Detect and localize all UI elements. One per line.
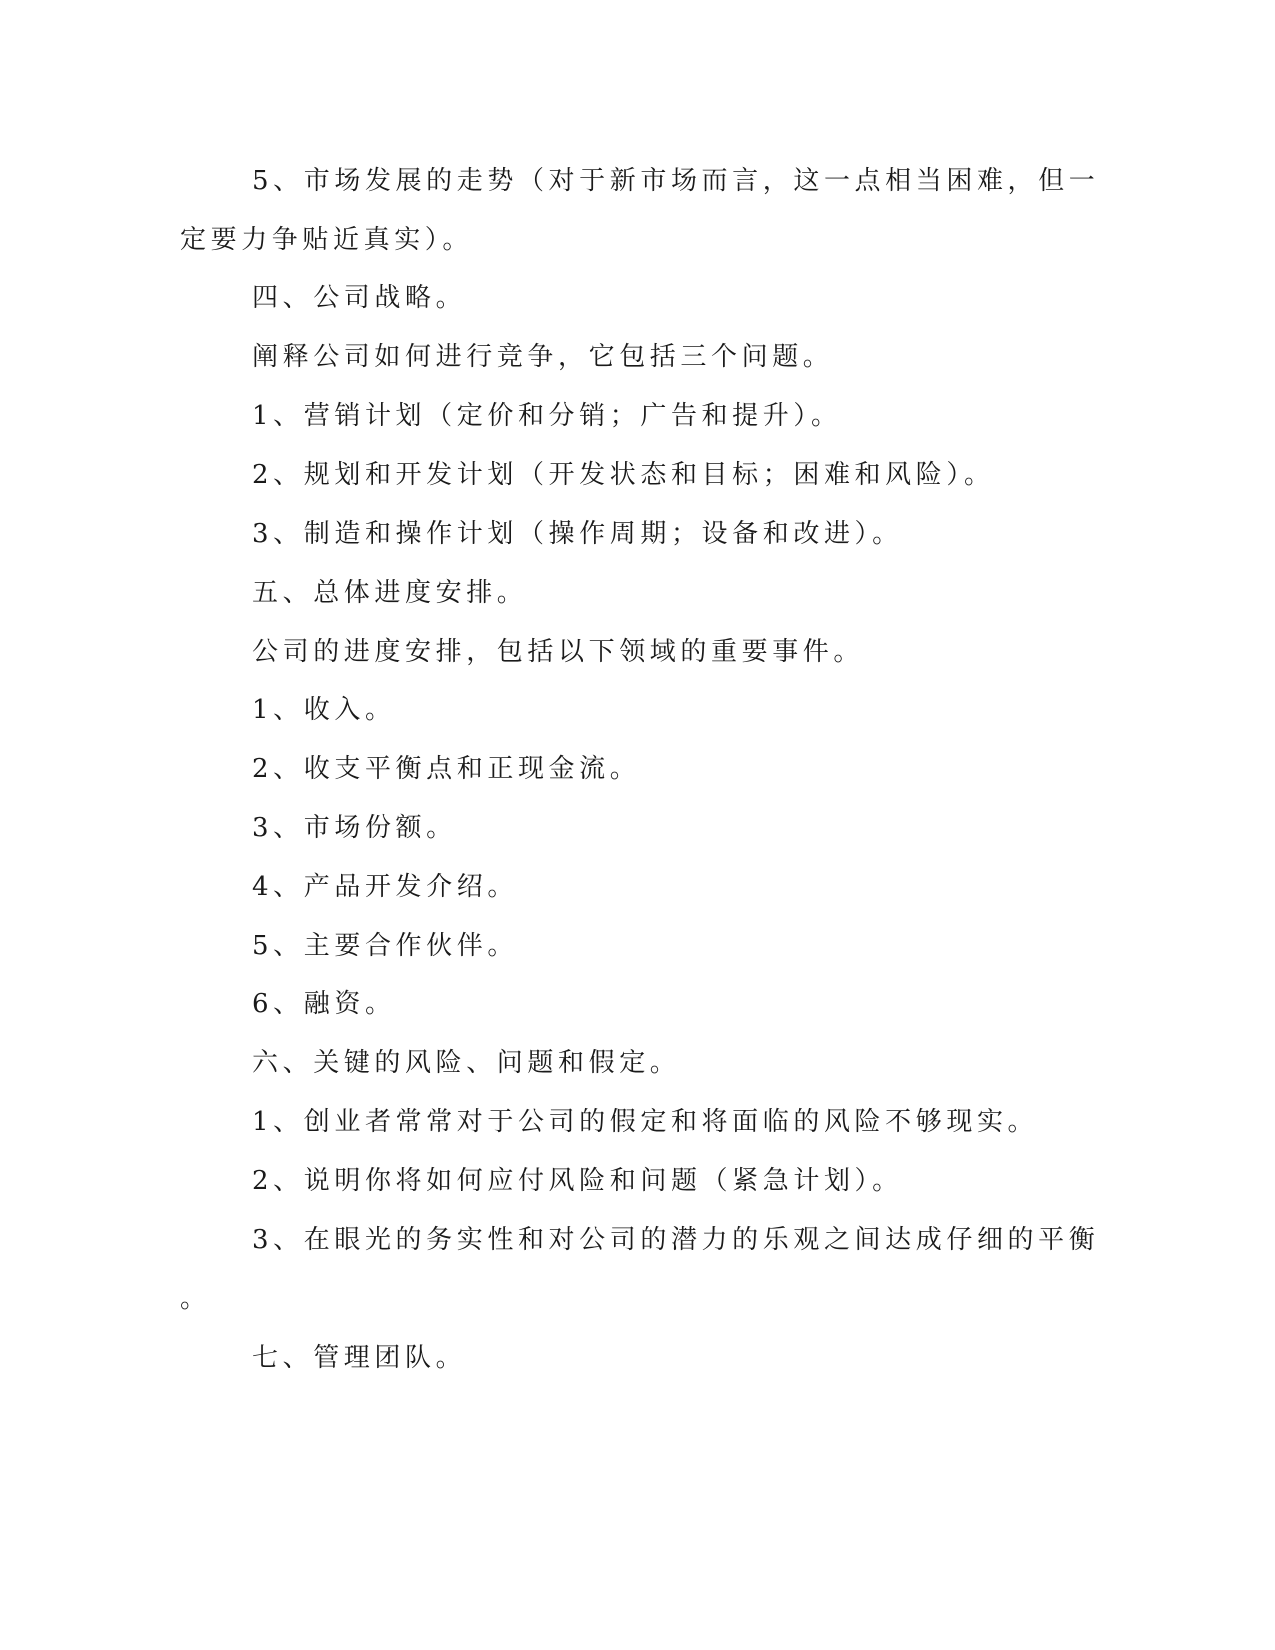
list-item-balance-continued: 。	[180, 1284, 211, 1314]
list-item-manufacturing-plan: 3、制造和操作计划（操作周期；设备和改进）。	[252, 519, 903, 549]
list-item-balance: 3、在眼光的务实性和对公司的潜力的乐观之间达成仔细的平衡	[252, 1225, 1100, 1255]
section-heading-company-strategy: 四、公司战略。	[252, 283, 467, 313]
list-item-development-plan: 2、规划和开发计划（开发状态和目标；困难和风险）。	[252, 460, 995, 490]
list-item-breakeven: 2、收支平衡点和正现金流。	[252, 754, 641, 784]
section-heading-risks: 六、关键的风险、问题和假定。	[252, 1048, 681, 1078]
list-item-marketing-plan: 1、营销计划（定价和分销；广告和提升）。	[252, 401, 842, 431]
paragraph-strategy-intro: 阐释公司如何进行竞争，它包括三个问题。	[252, 342, 834, 372]
paragraph-schedule-intro: 公司的进度安排，包括以下领域的重要事件。	[252, 637, 865, 667]
list-item-financing: 6、融资。	[252, 989, 396, 1019]
list-item-partners: 5、主要合作伙伴。	[252, 931, 518, 961]
list-item-risk-realism: 1、创业者常常对于公司的假定和将面临的风险不够现实。	[252, 1107, 1039, 1137]
section-heading-management-team: 七、管理团队。	[252, 1343, 467, 1373]
list-item-product-development: 4、产品开发介绍。	[252, 872, 518, 902]
list-item-contingency: 2、说明你将如何应付风险和问题（紧急计划）。	[252, 1166, 903, 1196]
paragraph-market-trend-continued: 定要力争贴近真实）。	[180, 225, 474, 255]
list-item-market-share: 3、市场份额。	[252, 813, 457, 843]
section-heading-schedule: 五、总体进度安排。	[252, 578, 528, 608]
list-item-revenue: 1、收入。	[252, 695, 396, 725]
paragraph-market-trend: 5、市场发展的走势（对于新市场而言，这一点相当困难，但一	[252, 166, 1100, 196]
